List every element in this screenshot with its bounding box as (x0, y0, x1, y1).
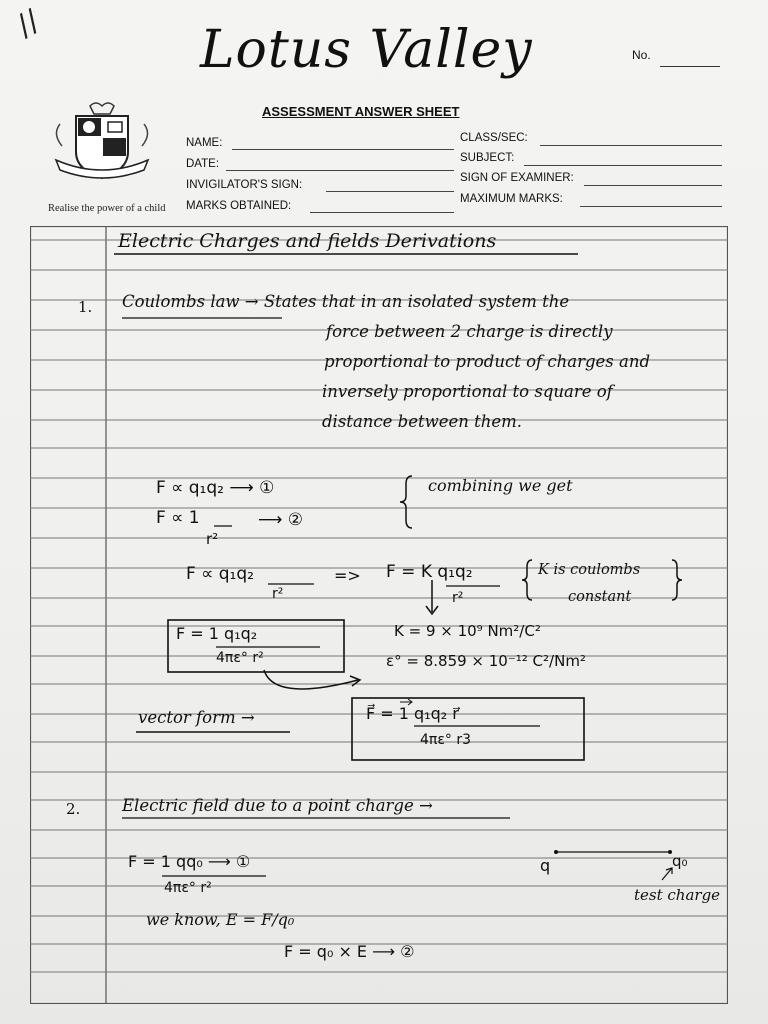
q1-number: 1. (78, 298, 93, 316)
ruled-answer-area (30, 226, 728, 1004)
number-label: No. (632, 48, 651, 62)
answer-title: Electric Charges and fields Derivations (118, 230, 497, 252)
school-logo-text (200, 20, 560, 100)
field-subject-line (524, 165, 722, 166)
field-date-line (226, 170, 454, 171)
k-note-1: K is coulombs (538, 562, 641, 578)
f-proportional-den: r² (272, 586, 284, 602)
field-maxmarks-label: MAXIMUM MARKS: (460, 193, 563, 205)
proportion-2-den: r² (206, 530, 219, 548)
proportion-1: F ∝ q₁q₂ ⟶ ① (156, 478, 275, 498)
boxed-formula-num: F = 1 q₁q₂ (176, 624, 258, 643)
q1-line-2: force between 2 charge is directly (326, 322, 613, 341)
field-marks-line (310, 212, 454, 213)
tick-mark: // (10, 3, 46, 44)
test-charge-label: test charge (634, 886, 721, 904)
we-know-line: we know, E = F/q₀ (146, 910, 295, 929)
school-tagline: Realise the power of a child (48, 203, 166, 214)
school-crest-icon (50, 100, 154, 200)
q1-line-1: Coulombs law → States that in an isolated system the (122, 292, 570, 311)
field-name-line (232, 149, 454, 150)
q2-eq2: F = q₀ × E ⟶ ② (284, 942, 415, 961)
vector-form-label: vector form → (138, 708, 255, 727)
vector-formula-den: 4πε° r3 (420, 732, 472, 748)
implies-sign: => (334, 566, 361, 585)
brand-name: Lotus Valley (200, 20, 533, 80)
sheet-subtitle: ASSESSMENT ANSWER SHEET (262, 104, 460, 119)
field-invigilator-label: INVIGILATOR'S SIGN: (186, 179, 303, 191)
number-line (660, 66, 720, 67)
q1-line-4: inversely proportional to square of (322, 382, 613, 401)
k-value: K = 9 × 10⁹ Nm²/C² (394, 622, 541, 640)
f-proportional-num: F ∝ q₁q₂ (186, 564, 254, 584)
field-class-label: CLASS/SEC: (460, 132, 528, 144)
field-maxmarks-line (580, 206, 722, 207)
field-subject-label: SUBJECT: (460, 152, 515, 164)
f-equals-num: F = K q₁q₂ (386, 562, 473, 582)
test-charge-symbol: q₀ (672, 852, 688, 870)
field-examiner-label: SIGN OF EXAMINER: (460, 172, 574, 184)
combining-note: combining we get (428, 476, 573, 495)
q1-line-5: distance between them. (322, 412, 523, 431)
field-class-line (540, 145, 722, 146)
q2-number: 2. (66, 800, 81, 818)
q2-heading: Electric field due to a point charge → (122, 796, 433, 815)
field-invigilator-line (326, 191, 454, 192)
q2-eq1-num: F = 1 qq₀ ⟶ ① (128, 852, 251, 871)
f-equals-den: r² (452, 590, 464, 606)
field-name-label: NAME: (186, 137, 223, 149)
epsilon-value: ε° = 8.859 × 10⁻¹² C²/Nm² (386, 652, 586, 670)
vector-formula-num: F⃗ = 1 q₁q₂ r⃗ (366, 704, 459, 723)
source-charge-label: q (540, 856, 551, 875)
k-note-2: constant (568, 589, 632, 605)
field-marks-label: MARKS OBTAINED: (186, 200, 292, 212)
field-examiner-line (584, 185, 722, 186)
proportion-2-num: F ∝ 1 (156, 508, 200, 528)
boxed-formula-den: 4πε° r² (216, 650, 264, 666)
field-date-label: DATE: (186, 158, 220, 170)
q1-line-3: proportional to product of charges and (324, 352, 651, 371)
q2-eq1-den: 4πε° r² (164, 880, 212, 896)
proportion-2-arrow: ⟶ ② (258, 510, 304, 530)
